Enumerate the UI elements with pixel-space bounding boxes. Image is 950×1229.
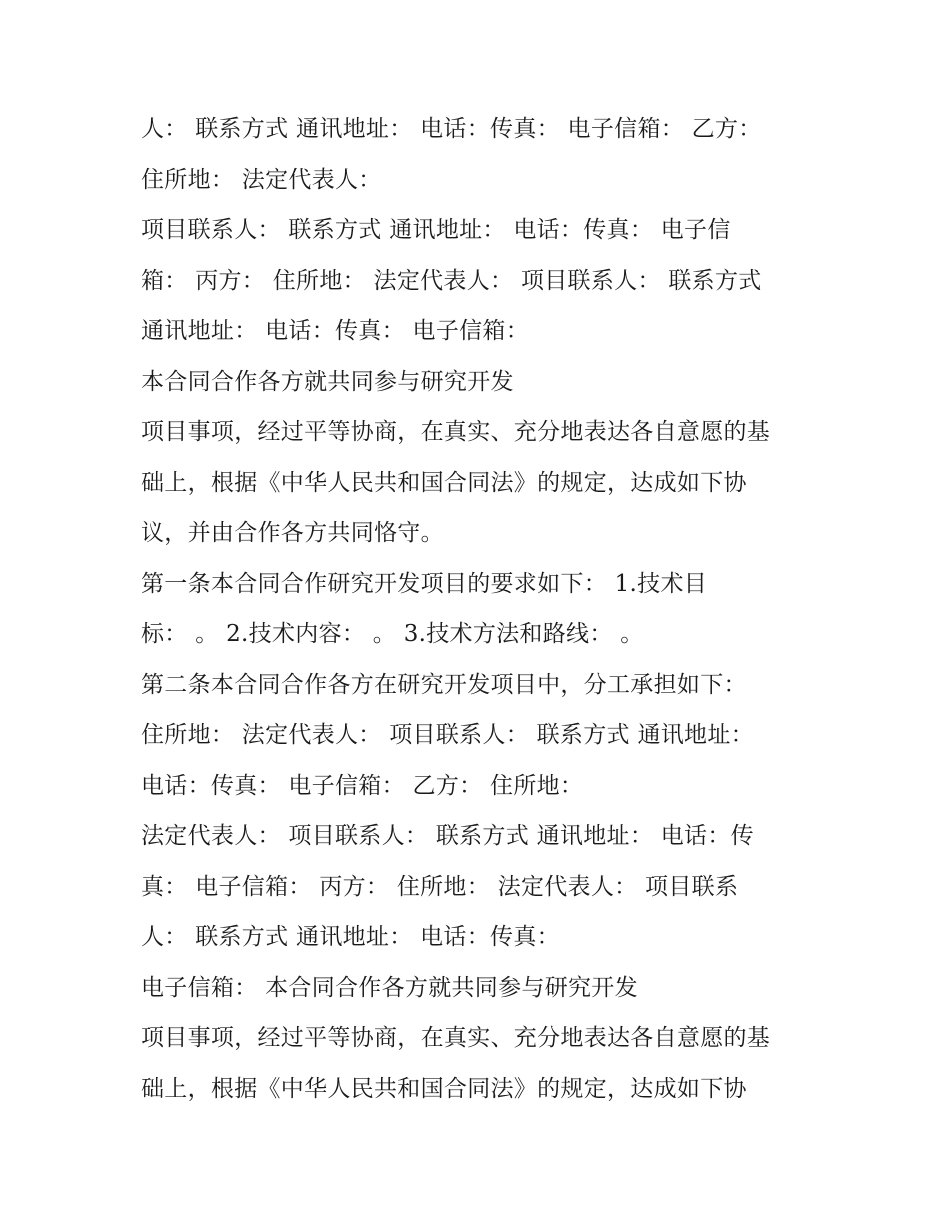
text-line: 标： 。 2.技术内容： 。 3.技术方法和路线： 。: [141, 621, 644, 647]
text-line: 第一条本合同合作研究开发项目的要求如下： 1.技术目: [141, 570, 708, 597]
text-line: 第二条本合同合作各方在研究开发项目中，分工承担如下：: [141, 671, 747, 698]
contract-text-body: [141, 104, 841, 1114]
text-line: 真： 电子信箱： 丙方： 住所地： 法定代表人： 项目联系: [141, 873, 739, 900]
text-line: 住所地： 法定代表人： 项目联系人： 联系方式 通讯地址：: [141, 722, 754, 748]
text-line: 础上，根据《中华人民共和国合同法》的规定，达成如下协: [141, 469, 747, 496]
text-line: 项目事项，经过平等协商，在真实、充分地表达各自意愿的基: [141, 1025, 771, 1051]
text-line: 电话：传真： 电子信箱： 乙方： 住所地：: [141, 772, 584, 799]
text-line: 通讯地址： 电话：传真： 电子信箱：: [141, 318, 530, 344]
text-line: 本合同合作各方就共同参与研究开发: [141, 368, 514, 395]
text-line: 议，并由合作各方共同恪守。: [141, 520, 444, 546]
text-line: 人： 联系方式 通讯地址： 电话：传真：: [141, 924, 560, 950]
text-line: 础上，根据《中华人民共和国合同法》的规定，达成如下协: [141, 1075, 747, 1102]
text-line: 住所地： 法定代表人：: [141, 166, 382, 193]
text-line: 法定代表人： 项目联系人： 联系方式 通讯地址： 电话：传: [141, 823, 754, 849]
text-line: 电子信箱： 本合同合作各方就共同参与研究开发: [141, 974, 638, 1001]
text-line: 项目联系人： 联系方式 通讯地址： 电话：传真： 电子信: [141, 217, 731, 243]
text-line: 箱： 丙方： 住所地： 法定代表人： 项目联系人： 联系方式: [141, 267, 762, 294]
text-line: 人： 联系方式 通讯地址： 电话：传真： 电子信箱： 乙方：: [141, 116, 762, 142]
text-line: 项目事项，经过平等协商，在真实、充分地表达各自意愿的基: [141, 419, 771, 445]
